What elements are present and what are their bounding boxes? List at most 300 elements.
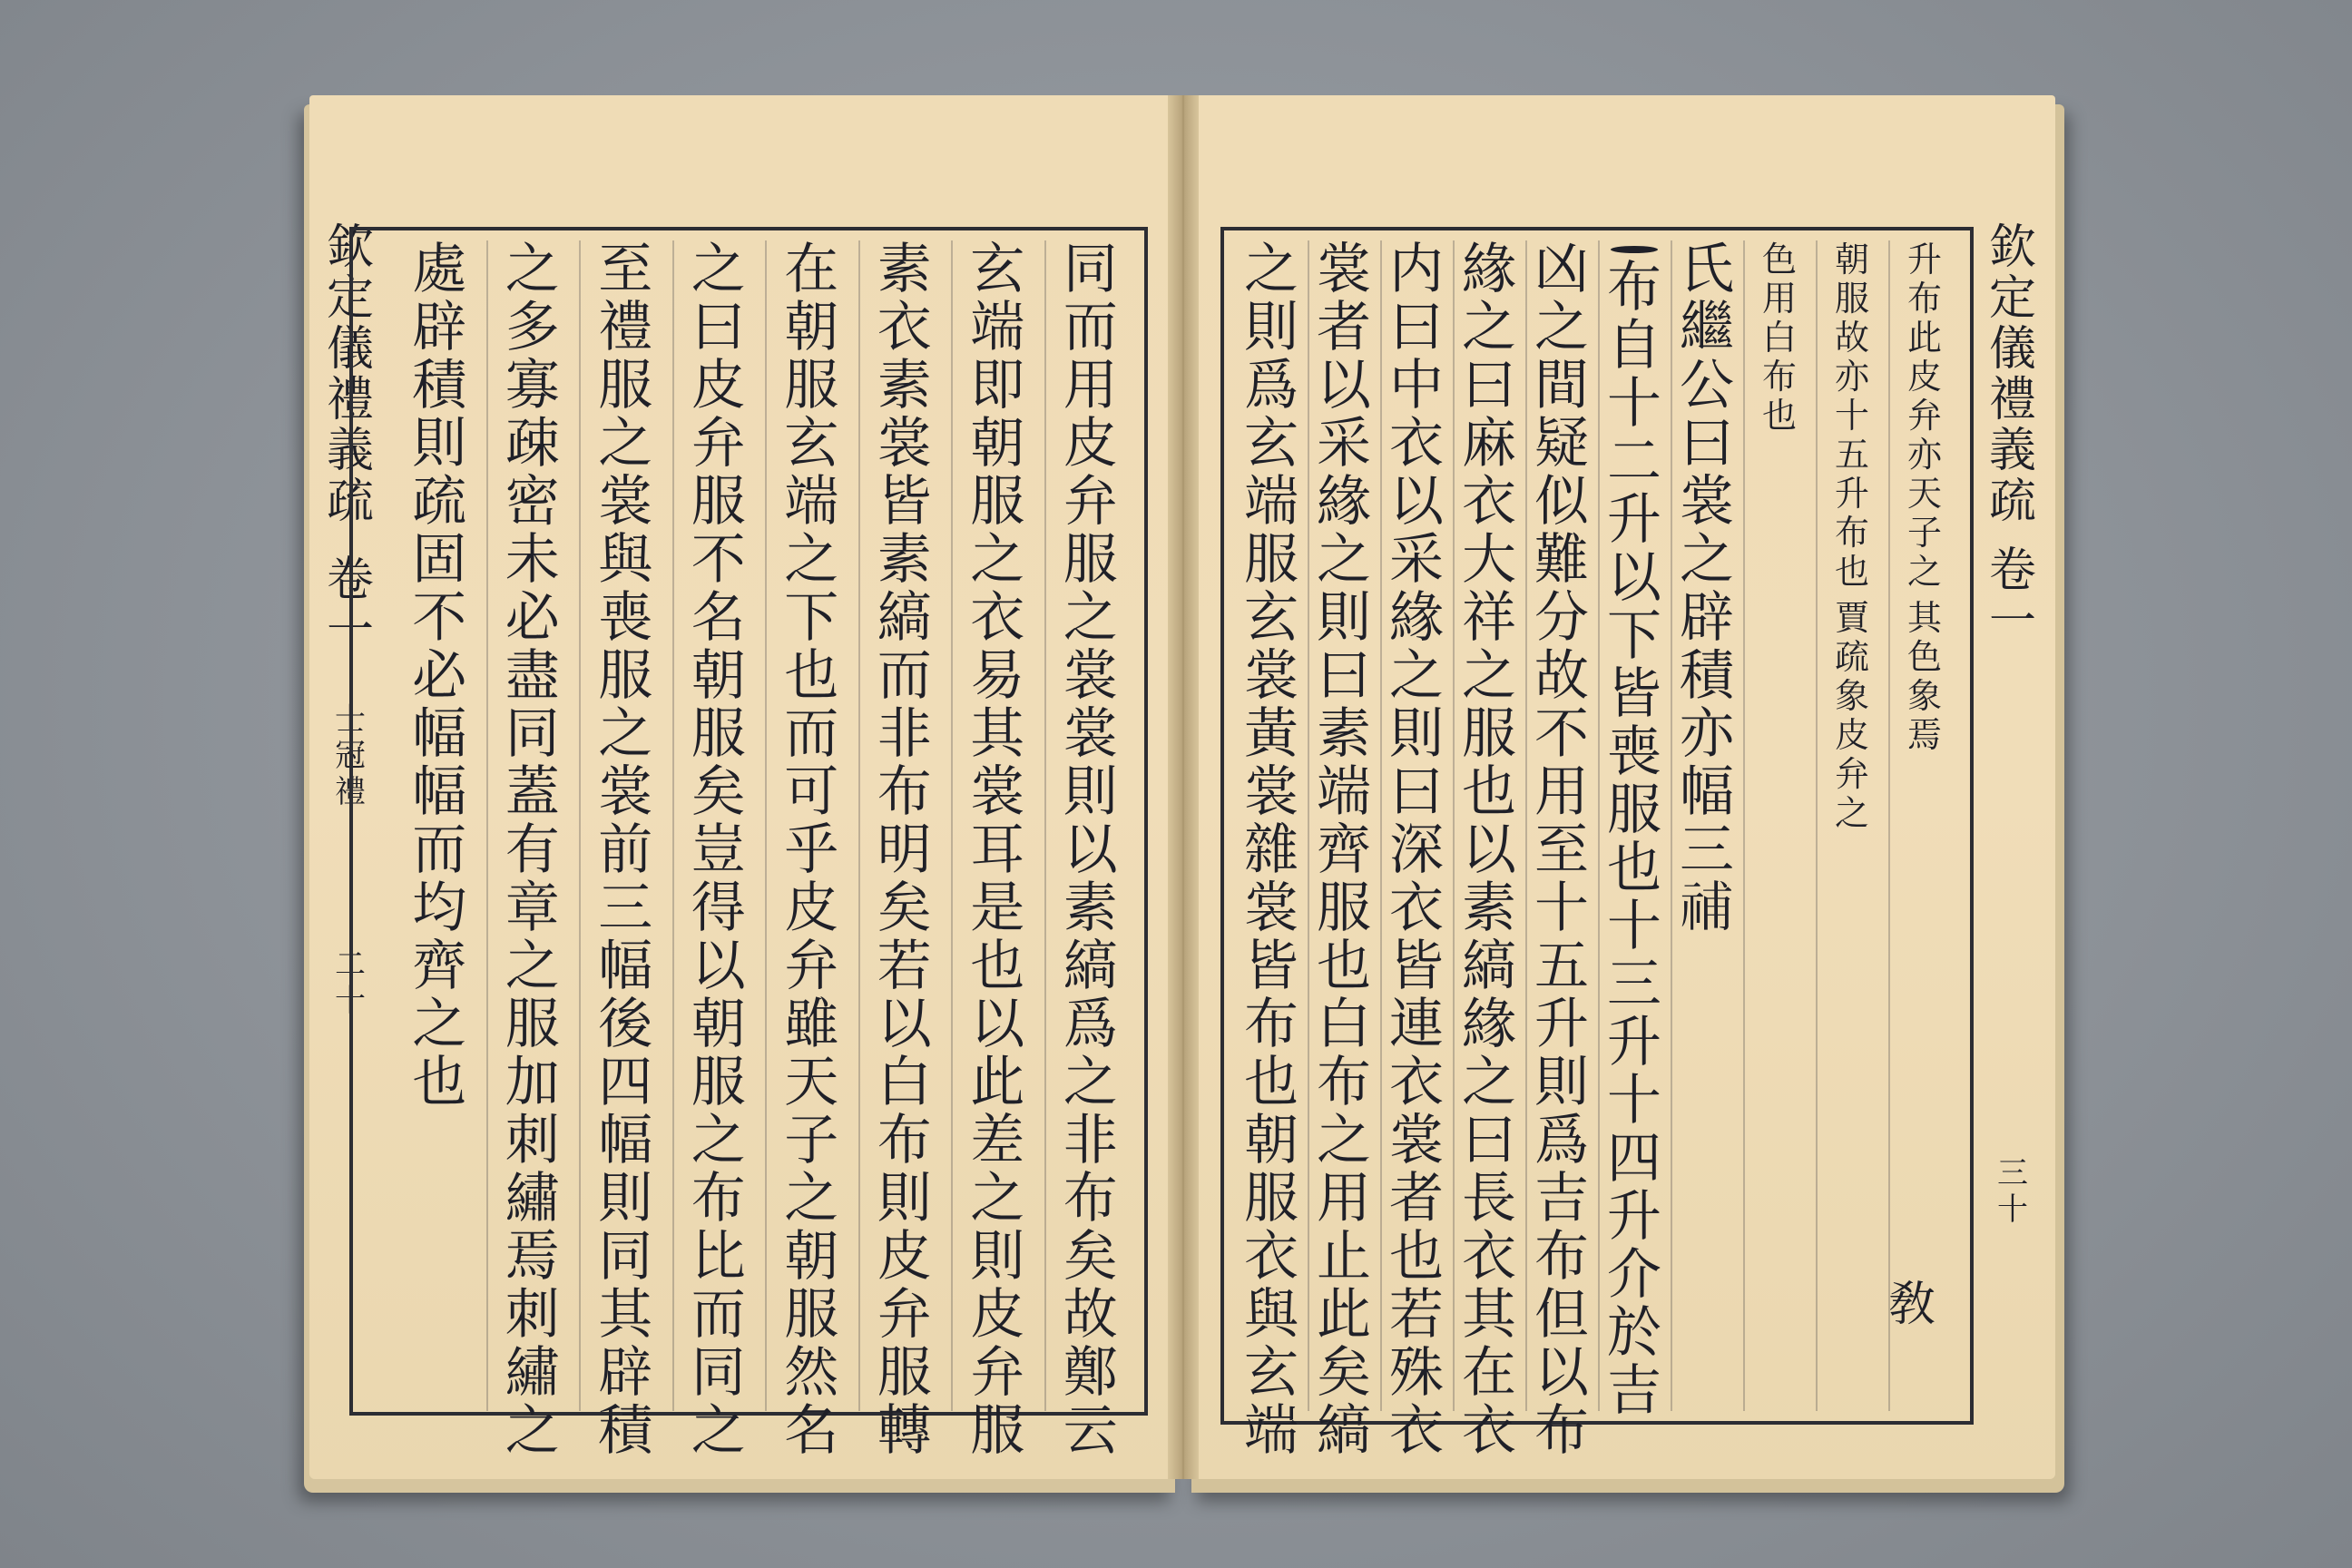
glyph: 同 bbox=[691, 1341, 746, 1405]
text-column bbox=[1602, 240, 1666, 1423]
glyph: 弁 bbox=[1834, 754, 1869, 794]
glyph: 在 bbox=[784, 238, 839, 301]
glyph: 凶 bbox=[1534, 238, 1589, 301]
glyph: 弁 bbox=[691, 412, 746, 475]
glyph: 十 bbox=[1997, 1191, 2028, 1228]
glyph: 矣 bbox=[1317, 1341, 1371, 1405]
glyph: 服 bbox=[691, 470, 746, 534]
glyph: 素 bbox=[1317, 702, 1371, 766]
glyph: 裳 bbox=[1063, 702, 1118, 766]
glyph: 衣 bbox=[1389, 1399, 1444, 1463]
text-column bbox=[501, 238, 564, 1463]
glyph: 亦 bbox=[1680, 702, 1734, 766]
column-rule bbox=[1816, 240, 1818, 1411]
glyph: 與 bbox=[1244, 1283, 1298, 1347]
glyph: 白 bbox=[1317, 993, 1371, 1056]
glyph: 易 bbox=[970, 644, 1025, 708]
glyph: 矣 bbox=[877, 877, 932, 940]
glyph: 象 bbox=[1834, 676, 1869, 716]
glyph: 齊 bbox=[412, 935, 467, 998]
glyph: 之 bbox=[1462, 644, 1516, 708]
glyph: 大 bbox=[1462, 528, 1516, 592]
glyph: 之 bbox=[970, 528, 1025, 592]
glyph: 朝 bbox=[691, 644, 746, 708]
text-column bbox=[687, 238, 750, 1463]
glyph: 此 bbox=[1317, 1283, 1371, 1347]
glyph: 二 bbox=[335, 946, 366, 983]
glyph: 衣 bbox=[1389, 412, 1444, 475]
glyph: 曰 bbox=[1680, 412, 1734, 475]
glyph: 章 bbox=[505, 877, 560, 940]
glyph: 之 bbox=[412, 993, 467, 1056]
glyph: 衣 bbox=[970, 586, 1025, 650]
glyph: 玄 bbox=[970, 238, 1025, 301]
column-glyphs bbox=[1675, 238, 1739, 940]
glyph: 名 bbox=[784, 1399, 839, 1463]
glyph: 爲 bbox=[1063, 993, 1118, 1056]
glyph: 布 bbox=[691, 1167, 746, 1230]
glyph: 采 bbox=[1389, 528, 1444, 592]
glyph: 得 bbox=[691, 877, 746, 940]
glyph: 之 bbox=[1317, 528, 1371, 592]
column-rule bbox=[486, 240, 488, 1411]
glyph: 與 bbox=[598, 528, 653, 592]
glyph: 衣 bbox=[1462, 1225, 1516, 1289]
text-column bbox=[1385, 238, 1448, 1463]
column-glyphs bbox=[873, 238, 936, 1463]
glyph: 玄 bbox=[1244, 1341, 1298, 1405]
glyph: 端 bbox=[1244, 1399, 1298, 1463]
glyph: 之 bbox=[1680, 528, 1734, 592]
glyph: 辟 bbox=[598, 1341, 653, 1405]
glyph: 也 bbox=[1607, 837, 1661, 900]
glyph: 以 bbox=[970, 993, 1025, 1056]
glyph: 其 bbox=[1462, 1283, 1516, 1347]
glyph: 縞 bbox=[1462, 935, 1516, 998]
glyph: 裳 bbox=[970, 760, 1025, 824]
glyph: 定 bbox=[326, 271, 374, 326]
glyph: 之 bbox=[1462, 296, 1516, 359]
glyph: 服 bbox=[1317, 877, 1371, 940]
column-glyphs bbox=[593, 238, 657, 1463]
glyph: 弁 bbox=[970, 1341, 1025, 1405]
glyph: 其 bbox=[970, 702, 1025, 766]
glyph: 以 bbox=[1534, 1341, 1589, 1405]
glyph: 士 bbox=[335, 701, 366, 738]
glyph: 至 bbox=[1534, 818, 1589, 882]
glyph: 不 bbox=[412, 586, 467, 650]
glyph: 義 bbox=[326, 424, 374, 478]
glyph: 以 bbox=[1389, 470, 1444, 534]
glyph: 朝 bbox=[784, 296, 839, 359]
glyph: 而 bbox=[691, 1283, 746, 1347]
glyph: 玄 bbox=[784, 412, 839, 475]
glyph: 但 bbox=[1534, 1283, 1589, 1347]
glyph: 可 bbox=[784, 760, 839, 824]
right-page bbox=[1199, 95, 2055, 1479]
glyph: 爲 bbox=[1244, 354, 1298, 417]
glyph: 幅 bbox=[598, 935, 653, 998]
glyph: 皮 bbox=[970, 1283, 1025, 1347]
glyph: 也 bbox=[1317, 935, 1371, 998]
glyph: 以 bbox=[1462, 818, 1516, 882]
glyph: 則 bbox=[1389, 702, 1444, 766]
glyph: 也 bbox=[412, 1051, 467, 1114]
glyph: 朝 bbox=[691, 993, 746, 1056]
glyph: 疑 bbox=[1534, 412, 1589, 475]
glyph: 服 bbox=[1834, 279, 1869, 318]
glyph: 固 bbox=[412, 528, 467, 592]
glyph: 𥙷 bbox=[1680, 877, 1734, 940]
glyph: 白 bbox=[1761, 318, 1797, 358]
glyph: 止 bbox=[1317, 1225, 1371, 1289]
glyph: 雖 bbox=[784, 993, 839, 1056]
glyph: 曰 bbox=[691, 296, 746, 359]
annotation-glyphs bbox=[1759, 240, 1800, 436]
glyph: 氏 bbox=[1680, 238, 1734, 301]
glyph: 也 bbox=[1834, 552, 1869, 592]
glyph: 喪 bbox=[598, 586, 653, 650]
glyph: 緣 bbox=[1317, 470, 1371, 534]
glyph: 乎 bbox=[784, 818, 839, 882]
glyph: 不 bbox=[691, 528, 746, 592]
glyph: 疏 bbox=[1834, 637, 1869, 677]
glyph: 皮 bbox=[1063, 412, 1118, 475]
glyph: 子 bbox=[1906, 513, 1942, 553]
glyph: 用 bbox=[1317, 1167, 1371, 1230]
glyph: 故 bbox=[1063, 1283, 1118, 1347]
glyph: 素 bbox=[877, 238, 932, 301]
glyph: 子 bbox=[784, 1109, 839, 1172]
glyph: 密 bbox=[505, 470, 560, 534]
glyph: 色 bbox=[1906, 637, 1942, 677]
glyph: 布 bbox=[1317, 1051, 1371, 1114]
glyph: 下 bbox=[1607, 604, 1661, 668]
glyph: 三 bbox=[1607, 953, 1661, 1016]
glyph: 刺 bbox=[505, 1283, 560, 1347]
glyph: 布 bbox=[877, 1109, 932, 1172]
glyph: 之 bbox=[691, 238, 746, 301]
annotation-glyphs bbox=[1904, 599, 1945, 755]
glyph: 辟 bbox=[412, 296, 467, 359]
glyph: 弁 bbox=[877, 1283, 932, 1347]
glyph: 而 bbox=[1063, 296, 1118, 359]
column-glyphs bbox=[1312, 238, 1376, 1463]
glyph: 幅 bbox=[598, 1109, 653, 1172]
glyph: 裳 bbox=[1063, 644, 1118, 708]
glyph: 服 bbox=[691, 1051, 746, 1114]
glyph: 弁 bbox=[1906, 396, 1942, 436]
glyph: 之 bbox=[1834, 793, 1869, 833]
glyph: 裳 bbox=[1244, 644, 1298, 708]
glyph: 以 bbox=[877, 993, 932, 1056]
column-rule bbox=[858, 240, 860, 1411]
glyph: 一 bbox=[326, 603, 374, 658]
glyph: 裳 bbox=[1244, 877, 1298, 940]
glyph: 公 bbox=[1680, 354, 1734, 417]
glyph: 用 bbox=[1534, 760, 1589, 824]
glyph: 麻 bbox=[1462, 412, 1516, 475]
glyph: 非 bbox=[1063, 1109, 1118, 1172]
rstrip-volume-glyphs bbox=[1985, 545, 2040, 647]
text-column bbox=[965, 238, 1029, 1463]
glyph: 未 bbox=[505, 528, 560, 592]
glyph: 曰 bbox=[1462, 354, 1516, 417]
glyph: 則 bbox=[1317, 586, 1371, 650]
column-glyphs bbox=[1059, 238, 1122, 1463]
glyph: 衣 bbox=[1244, 1225, 1298, 1289]
glyph: 用 bbox=[1761, 279, 1797, 318]
glyph: 轉 bbox=[877, 1399, 932, 1463]
glyph: 亦 bbox=[1834, 357, 1869, 397]
right-edge-strip bbox=[1981, 222, 2044, 1420]
glyph: 曰 bbox=[1317, 644, 1371, 708]
glyph: 蓋 bbox=[505, 760, 560, 824]
glyph: 同 bbox=[505, 702, 560, 766]
glyph: 寡 bbox=[505, 354, 560, 417]
glyph: 之 bbox=[598, 412, 653, 475]
glyph: 服 bbox=[1244, 528, 1298, 592]
glyph: 縞 bbox=[1063, 935, 1118, 998]
glyph: 三 bbox=[1680, 818, 1734, 882]
glyph: 多 bbox=[505, 296, 560, 359]
annotation-glyphs bbox=[1904, 240, 1945, 592]
text-column bbox=[873, 238, 936, 1463]
glyph: 則 bbox=[1534, 1051, 1589, 1114]
column-rule bbox=[1525, 240, 1527, 1411]
glyph: 天 bbox=[1906, 474, 1942, 514]
glyph: 賈 bbox=[1834, 598, 1869, 638]
glyph: 焉 bbox=[505, 1225, 560, 1289]
text-column bbox=[1893, 240, 1956, 1411]
glyph: 之 bbox=[598, 702, 653, 766]
glyph: 五 bbox=[1534, 935, 1589, 998]
glyph: 幅 bbox=[412, 760, 467, 824]
text-column bbox=[1059, 238, 1122, 1463]
glyph: 其 bbox=[1906, 598, 1942, 638]
glyph: 布 bbox=[1244, 993, 1298, 1056]
glyph: 之 bbox=[691, 1399, 746, 1463]
glyph: 幅 bbox=[412, 702, 467, 766]
text-column bbox=[407, 240, 471, 1411]
glyph: 服 bbox=[691, 702, 746, 766]
glyph: 升 bbox=[1906, 240, 1942, 279]
glyph: 内 bbox=[1389, 238, 1444, 301]
glyph: 玄 bbox=[1244, 412, 1298, 475]
glyph: 齊 bbox=[1317, 818, 1371, 882]
glyph: 三 bbox=[598, 877, 653, 940]
glyph: 之 bbox=[1534, 296, 1589, 359]
glyph: 裳 bbox=[877, 412, 932, 475]
glyph: 儀 bbox=[1988, 322, 2036, 377]
glyph: 升 bbox=[1834, 474, 1869, 514]
column-glyphs bbox=[779, 238, 843, 1463]
glyph: 同 bbox=[1063, 238, 1118, 301]
glyph: 以 bbox=[691, 935, 746, 998]
glyph: 縞 bbox=[877, 586, 932, 650]
column-rule bbox=[1380, 240, 1382, 1411]
column-glyphs bbox=[1457, 238, 1521, 1463]
glyph: 吉 bbox=[1534, 1167, 1589, 1230]
column-rule bbox=[1743, 240, 1745, 1411]
glyph: 矣 bbox=[1063, 1225, 1118, 1289]
column-rule bbox=[1671, 240, 1672, 1411]
glyph: 之 bbox=[784, 528, 839, 592]
glyph: 亦 bbox=[1906, 435, 1942, 475]
glyph: 長 bbox=[1462, 1167, 1516, 1230]
glyph: 二 bbox=[1607, 430, 1661, 494]
glyph: 布 bbox=[1534, 1225, 1589, 1289]
glyph: 難 bbox=[1534, 528, 1589, 592]
rstrip-title-glyphs bbox=[1985, 222, 2040, 527]
glyph: 五 bbox=[1834, 435, 1869, 475]
glyph: 之 bbox=[1906, 552, 1942, 592]
glyph: 則 bbox=[877, 1167, 932, 1230]
glyph: 天 bbox=[784, 1051, 839, 1114]
column-glyphs bbox=[501, 238, 564, 1463]
glyph: 連 bbox=[1389, 993, 1444, 1056]
glyph: 在 bbox=[1462, 1341, 1516, 1405]
glyph: 象 bbox=[1906, 676, 1942, 716]
left-page bbox=[309, 95, 1168, 1479]
glyph: 分 bbox=[1534, 586, 1589, 650]
glyph: 似 bbox=[1534, 470, 1589, 534]
glyph: 者 bbox=[1317, 296, 1371, 359]
glyph: 衣 bbox=[1389, 877, 1444, 940]
glyph: 介 bbox=[1607, 1243, 1661, 1307]
text-column bbox=[1748, 240, 1811, 1411]
glyph: 爲 bbox=[1534, 1109, 1589, 1172]
glyph: 而 bbox=[412, 818, 467, 882]
glyph: 之 bbox=[505, 1399, 560, 1463]
glyph: 疏 bbox=[1988, 475, 2036, 529]
glyph: 素 bbox=[877, 354, 932, 417]
glyph: 一 bbox=[1988, 594, 2036, 649]
glyph: 三 bbox=[1997, 1155, 2028, 1191]
glyph: 服 bbox=[1063, 528, 1118, 592]
glyph: 非 bbox=[877, 702, 932, 766]
glyph: 繼 bbox=[1680, 296, 1734, 359]
glyph: 也 bbox=[1462, 760, 1516, 824]
glyph: 弁 bbox=[784, 935, 839, 998]
glyph: 服 bbox=[505, 993, 560, 1056]
glyph: 布 bbox=[1063, 1167, 1118, 1230]
glyph: 色 bbox=[1761, 240, 1797, 279]
glyph: 至 bbox=[598, 238, 653, 301]
glyph: 布 bbox=[1906, 279, 1942, 318]
glyph: 焉 bbox=[1906, 715, 1942, 755]
glyph: 素 bbox=[877, 528, 932, 592]
glyph: 必 bbox=[412, 644, 467, 708]
book-gutter bbox=[1168, 95, 1199, 1479]
glyph: 也 bbox=[1244, 1051, 1298, 1114]
glyph: 之 bbox=[505, 238, 560, 301]
glyph: 而 bbox=[877, 644, 932, 708]
glyph: 有 bbox=[505, 818, 560, 882]
glyph: 之 bbox=[1317, 1109, 1371, 1172]
glyph: 十 bbox=[335, 983, 366, 1019]
column-glyphs bbox=[1530, 238, 1593, 1463]
open-book bbox=[304, 86, 2064, 1502]
glyph: 緣 bbox=[1389, 586, 1444, 650]
glyph: 積 bbox=[412, 354, 467, 417]
glyph: 冠 bbox=[335, 738, 366, 774]
glyph: 雜 bbox=[1244, 818, 1298, 882]
glyph: 皮 bbox=[877, 1225, 932, 1289]
glyph: 布 bbox=[1834, 513, 1869, 553]
glyph: 欽 bbox=[1988, 220, 2036, 275]
glyph: 弁 bbox=[1063, 470, 1118, 534]
glyph: 皆 bbox=[1607, 662, 1661, 726]
column-rule bbox=[951, 240, 953, 1411]
glyph: 服 bbox=[1607, 779, 1661, 842]
glyph: 布 bbox=[1534, 1399, 1589, 1463]
glyph: 裳 bbox=[1317, 238, 1371, 301]
glyph: 服 bbox=[970, 470, 1025, 534]
glyph: 皮 bbox=[1906, 357, 1942, 397]
glyph: 縞 bbox=[1317, 1399, 1371, 1463]
glyph: 朝 bbox=[1834, 240, 1869, 279]
glyph: 服 bbox=[784, 354, 839, 417]
glyph: 素 bbox=[1462, 877, 1516, 940]
column-glyphs bbox=[965, 238, 1029, 1463]
annotation-glyphs bbox=[1831, 240, 1873, 592]
glyph: 名 bbox=[691, 586, 746, 650]
glyph: 服 bbox=[877, 1341, 932, 1405]
text-column bbox=[779, 238, 843, 1463]
glyph: 鄭 bbox=[1063, 1341, 1118, 1405]
glyph: 布 bbox=[877, 760, 932, 824]
glyph: 之 bbox=[1244, 238, 1298, 301]
glyph: 采 bbox=[1317, 412, 1371, 475]
glyph: 以 bbox=[1317, 354, 1371, 417]
glyph: 皮 bbox=[691, 354, 746, 417]
glyph: 於 bbox=[1607, 1301, 1661, 1365]
glyph: 辟 bbox=[1680, 586, 1734, 650]
glyph: 也 bbox=[784, 644, 839, 708]
glyph: 皆 bbox=[1244, 935, 1298, 998]
glyph: 裳 bbox=[1389, 1109, 1444, 1172]
glyph: 之 bbox=[1063, 586, 1118, 650]
glyph: 禮 bbox=[335, 774, 366, 810]
glyph: 朝 bbox=[784, 1225, 839, 1289]
glyph: 之 bbox=[505, 935, 560, 998]
glyph: 之 bbox=[970, 1167, 1025, 1230]
glyph: 吉 bbox=[1607, 1359, 1661, 1423]
glyph: 必 bbox=[505, 586, 560, 650]
glyph: 故 bbox=[1834, 318, 1869, 358]
column-rule bbox=[1308, 240, 1309, 1411]
page-mark: 敎 bbox=[1888, 1278, 1936, 1332]
glyph: 處 bbox=[412, 238, 467, 301]
glyph: 端 bbox=[1317, 760, 1371, 824]
glyph: 繡 bbox=[505, 1341, 560, 1405]
glyph: 疏 bbox=[326, 475, 374, 529]
glyph: 差 bbox=[970, 1109, 1025, 1172]
glyph: 曰 bbox=[1389, 296, 1444, 359]
text-column bbox=[1530, 238, 1593, 1463]
glyph: 十 bbox=[1534, 877, 1589, 940]
glyph: 服 bbox=[970, 1399, 1025, 1463]
glyph: 禮 bbox=[1988, 373, 2036, 427]
glyph: 然 bbox=[784, 1341, 839, 1405]
glyph: 禮 bbox=[598, 296, 653, 359]
text-column bbox=[1240, 238, 1303, 1463]
glyph: 是 bbox=[970, 877, 1025, 940]
column-rule bbox=[1453, 240, 1455, 1411]
right-text-columns bbox=[1235, 238, 1961, 1463]
glyph: 之 bbox=[784, 1167, 839, 1230]
